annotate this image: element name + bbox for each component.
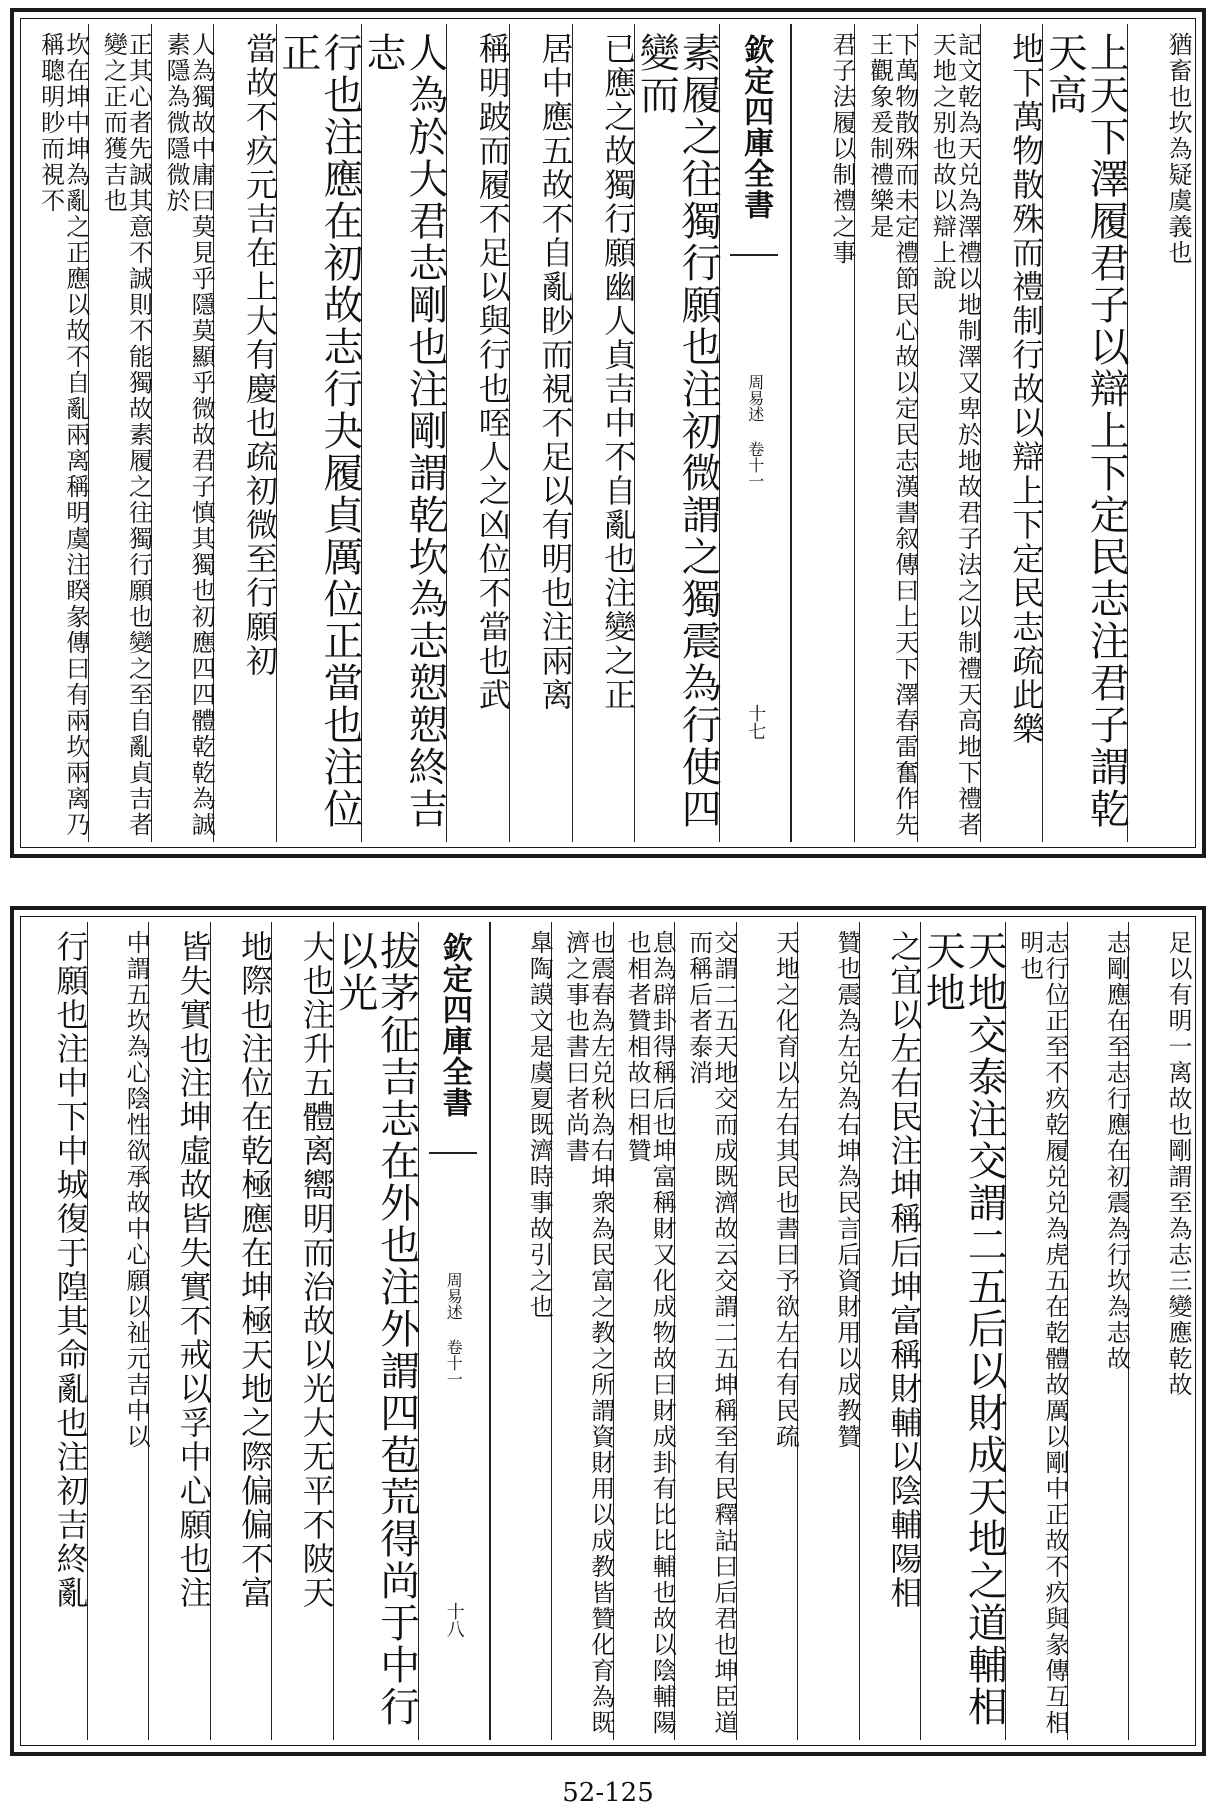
text-column: 天地交泰注交謂二五后以財成天地之道輔相天地 xyxy=(920,922,1005,1740)
text-column: 正其心者先誠其意不誠則不能獨故素履之往獨行願也變之至自亂貞吉者變之正而獲吉也 xyxy=(88,24,151,842)
fishtail-mark-icon xyxy=(730,254,778,282)
text-column: 也震春為左兑秋為右坤衆為民富之教之所謂資財用以成教皆贊化育為既濟之事也書曰者尚書 xyxy=(551,922,613,1740)
text-column: 皆失實也注坤虛故皆失實不戒以孚中心願也注 xyxy=(148,922,210,1740)
text-column: 居中應五故不自亂眇而視不足以有明也注兩离 xyxy=(509,24,572,842)
lower-page xyxy=(0,898,1216,1768)
book-title: 欽定四庫全書 xyxy=(738,34,774,220)
text-column: 上天下澤履君子以辯上下定民志注君子謂乾天高 xyxy=(1042,24,1127,842)
text-column: 猶畜也坎為疑虞義也 xyxy=(1127,24,1190,842)
chapter-label: 周易述 卷十一 xyxy=(745,374,765,489)
text-column: 地際也注位在乾極應在坤極天地之際偏偏不富 xyxy=(210,922,272,1740)
text-column: 稱明跛而履不足以與行也咥人之凶位不當也武 xyxy=(446,24,509,842)
text-column: 坎在坤中坤為亂之正應以故不自亂兩离稱明虞注睽彖傳曰有兩坎兩离乃稱聰明眇而視不 xyxy=(36,32,90,838)
text-columns xyxy=(26,922,1190,1740)
center-spine xyxy=(418,922,490,1740)
text-column: 下萬物散殊而未定禮節民心故以定民志漢書叙傳曰上天下澤春雷奮作先王觀象爰制禮樂是 xyxy=(854,24,917,842)
folio-number: 十八 xyxy=(443,1602,465,1638)
page-number: 52-125 xyxy=(562,1778,654,1808)
text-column: 息為辟卦得稱后也坤富稱財又化成物故曰財成卦有比比輔也故以陰輔陽也相者贊相故曰相贊 xyxy=(613,922,675,1740)
text-column: 大也注升五體离嚮明而治故以光大无平不陂天 xyxy=(271,922,333,1740)
text-column: 人為於大君志剛也注剛謂乾坎為志愬愬終吉志 xyxy=(361,24,446,842)
text-column: 地下萬物散殊而禮制行故以辯上下定民志疏此樂 xyxy=(980,24,1043,842)
text-column: 天地之化育以左右其民也書曰予欲左右有民疏 xyxy=(736,922,798,1740)
text-column: 贊也震為左兑為右坤為民言后資財用以成教贊 xyxy=(797,922,859,1740)
text-column: 行也注應在初故志行夬履貞厲位正當也注位正 xyxy=(276,24,361,842)
text-column: 行願也注中下中城復于隍其命亂也注初吉終亂 xyxy=(51,930,90,1610)
text-columns xyxy=(26,24,1190,842)
text-column: 拔茅征吉志在外也注外謂四苞荒得尚于中行以光 xyxy=(333,922,418,1740)
text-column: 足以有明一离故也剛謂至為志三變應乾故 xyxy=(1128,922,1190,1740)
text-column: 志剛應在至志行應在初震為行坎為志故 xyxy=(1067,922,1129,1740)
text-column: 記文乾為天兑為澤禮以地制澤又卑於地故君子法之以制禮天高地下禮者天地之别也故以辯上說 xyxy=(917,24,980,842)
text-column: 臯陶謨文是虞夏既濟時事故引之也 xyxy=(490,922,552,1740)
center-spine xyxy=(719,24,791,842)
text-column: 中謂五坎為心陰性欲承故中心願以祉元吉中以 xyxy=(87,922,149,1740)
fishtail-mark-icon xyxy=(429,1152,477,1180)
chapter-label: 周易述 卷十一 xyxy=(444,1272,464,1387)
folio-number: 十七 xyxy=(745,704,767,740)
text-column: 君子法履以制禮之事 xyxy=(791,24,854,842)
text-column: 已應之故獨行願幽人貞吉中不自亂也注變之正 xyxy=(572,24,635,842)
text-column: 之宜以左右民注坤稱后坤富稱財輔以陰輔陽相 xyxy=(859,922,921,1740)
text-column: 人為獨故中庸曰莫見乎隱莫顯乎微故君子慎其獨也初應四四體乾乾為誠素隱為微隱微於 xyxy=(151,24,214,842)
text-column: 素履之往獨行願也注初微謂之獨震為行使四變而 xyxy=(634,24,719,842)
text-column: 當故不疚元吉在上大有慶也疏初微至行願初 xyxy=(213,24,276,842)
book-title: 欽定四庫全書 xyxy=(436,932,472,1118)
text-column: 交謂二五天地交而成既濟故云交謂二五坤稱至有民釋詁曰后君也坤臣道而稱后者泰消 xyxy=(674,922,736,1740)
text-column: 志行位正至不疚乾履兑兑為虎五在乾體故厲以剛中正故不疚與彖傳互相明也 xyxy=(1005,922,1067,1740)
upper-page xyxy=(0,0,1216,870)
